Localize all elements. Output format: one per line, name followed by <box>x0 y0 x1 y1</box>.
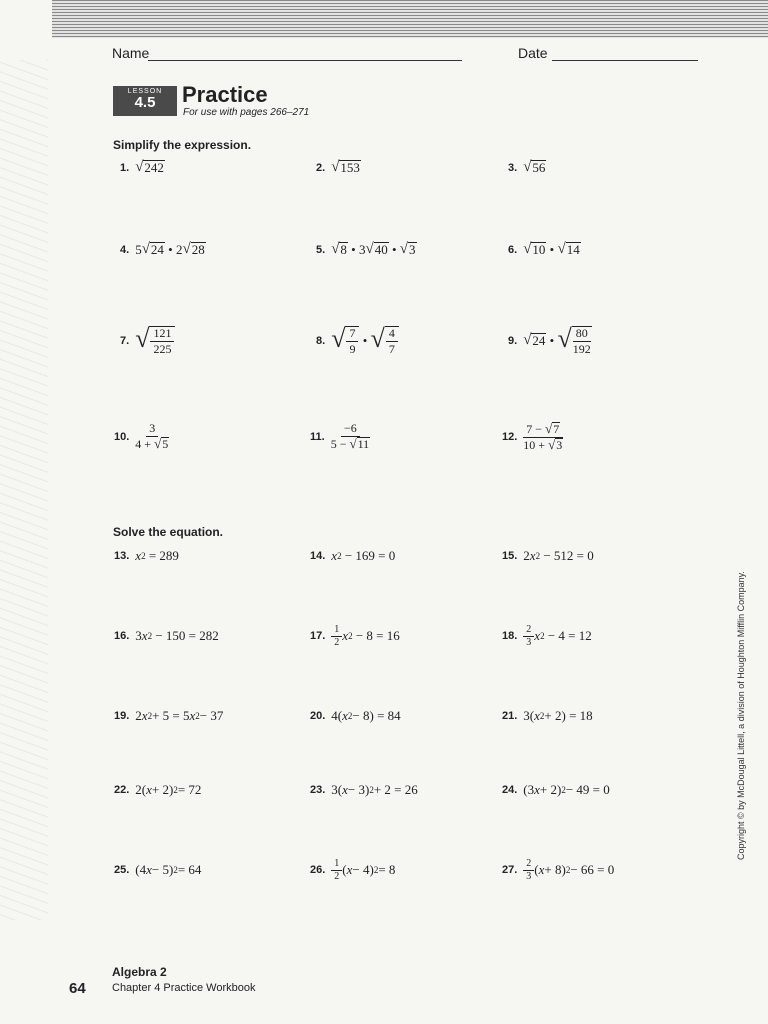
problem-5: 5. √ 8 • 3 √ 40 • √ 3 <box>316 241 416 258</box>
date-label: Date <box>518 45 548 61</box>
problem-25: 25. (4 x − 5) 2 = 64 <box>114 862 202 877</box>
lesson-word: LESSON <box>127 88 163 95</box>
problem-8: 8. √ $\frac{7}{9}$ • √ $\frac{4}{7}$ <box>316 326 399 356</box>
section-solve: Solve the equation. <box>113 525 224 539</box>
page-title: Practice <box>182 82 268 107</box>
lesson-number: 4.5 <box>134 94 156 111</box>
page-number: 64 <box>69 980 86 997</box>
footer-chapter: Chapter 4 Practice Workbook <box>112 982 256 994</box>
problem-7: 7. √ $\frac{121}{225}$ <box>120 326 175 356</box>
date-field-line[interactable] <box>552 60 698 61</box>
scan-edge-texture <box>0 60 48 920</box>
section-simplify: Simplify the expression. <box>113 138 252 152</box>
lesson-badge <box>113 86 177 116</box>
top-stripe-decoration <box>52 0 768 38</box>
problem-2: 2. √ 153 <box>316 159 360 175</box>
problem-21: 21. 3( x 2 + 2) = 18 <box>502 708 593 723</box>
problem-23: 23. 3( x − 3) 2 + 2 = 26 <box>310 782 418 797</box>
problem-15: 15. 2 x 2 − 512 = 0 <box>502 548 594 563</box>
problem-10: 10. 3 4 + √ 5 <box>114 421 169 451</box>
problem-3: 3. √ 56 <box>508 159 546 175</box>
problem-20: 20. 4( x 2 − 8) = 84 <box>310 708 401 723</box>
problem-13: 13. x 2 = 289 <box>114 548 179 563</box>
problem-26: 26. $\frac{1}{2}$ ( x − 4) 2 = 8 <box>310 858 396 882</box>
footer-book-title: Algebra 2 <box>112 965 167 979</box>
problem-18: 18. $\frac{2}{3}$ x 2 − 4 = 12 <box>502 624 592 648</box>
problem-1: 1. √ 242 <box>120 159 164 175</box>
problem-6: 6. √ 10 • √ 14 <box>508 241 580 258</box>
problem-24: 24. (3 x + 2) 2 − 49 = 0 <box>502 782 610 797</box>
problem-16: 16. 3 x 2 − 150 = 282 <box>114 628 219 643</box>
problem-17: 17. $\frac{1}{2}$ x 2 − 8 = 16 <box>310 624 400 648</box>
problem-4: 4. 5 √ 24 • 2 √ 28 <box>120 241 205 258</box>
problem-27: 27. $\frac{2}{3}$ ( x + 8) 2 − 66 = 0 <box>502 858 615 882</box>
problem-9: 9. √ 24 • √ $\frac{80}{192}$ <box>508 324 591 356</box>
problem-19: 19. 2 x 2 + 5 = 5 x 2 − 37 <box>114 708 224 723</box>
problem-12: 12. 7 − √ 7 10 + √ 3 <box>502 421 563 452</box>
problem-14: 14. x 2 − 169 = 0 <box>310 548 396 563</box>
problem-11: 11. −6 5 − √ 11 <box>310 421 370 451</box>
name-field-line[interactable] <box>148 60 462 61</box>
copyright-notice: Copyright © by McDougal Littell, a division of Houghton Mifflin Company. <box>736 571 746 860</box>
page-subtitle: For use with pages 266–271 <box>183 107 310 118</box>
name-label: Name <box>112 45 150 61</box>
problem-22: 22. 2( x + 2) 2 = 72 <box>114 782 202 797</box>
